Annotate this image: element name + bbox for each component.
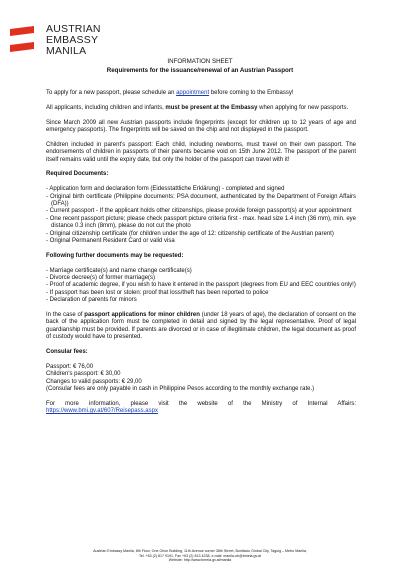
presence-bold: must be present at the Embassy [165, 104, 258, 111]
more-info-text: For more information, please visit the website of the Ministry of Internal Affairs: [46, 400, 356, 407]
list-item: - Divorce decree(s) of former marriage(s) [46, 275, 356, 282]
more-info-paragraph [46, 401, 356, 416]
presence-text: All applicants, including children and infants, [46, 104, 166, 111]
appointment-link[interactable]: appointment [176, 90, 210, 96]
logo-wordmark [46, 24, 101, 57]
intro-text: To apply for a new passport, please schedule an [46, 90, 177, 96]
footer-address: Austrian Embassy Manila, 8th Floor, One Orion Building, 11th Avenue corner 38th Street, Bonifacio Global City, Taguig – Metro Manila, [93, 549, 307, 553]
intro-paragraph [46, 90, 356, 97]
logo-line-2: EMBASSY [46, 34, 99, 46]
ministry-link[interactable]: https://www.bmi.gv.at/607/Reisepass.aspx [46, 408, 158, 415]
intro-text-end: before coming to the Embassy! [209, 90, 294, 96]
fingerprints-paragraph: Since March 2009 all new Austrian passports include fingerprints (except for children up to 12 years of age and emergency passports). The fingerprints will be saved on the chip and not displayed in the passport. [46, 119, 356, 133]
document-title: INFORMATION SHEET [167, 58, 233, 65]
presence-paragraph [46, 105, 356, 112]
list-item: - If passport has been lost or stolen: proof that loss/theft has been reported to police [46, 290, 356, 297]
minors-bold: passport applications for minor children [84, 312, 200, 319]
fee-line: Changes to valid passports: € 29,00 [46, 378, 142, 385]
list-item: - Current passport - If the applicant holds other citizenships, please provide foreign passport(s) at your appointment [46, 208, 356, 215]
further-documents-list [46, 268, 356, 305]
document-subtitle: Requirements for the issuance/renewal of an Austrian Passport [106, 67, 294, 74]
footer-website: Website: http://www.bmeia.gv.at/manila [168, 558, 232, 563]
children-paragraph: Children included in parent's passport: Each child, including newborns, must travel on their own passport. The endorsements of children in passports of their parents became void on 15th June 2012. The passport of the parent itself remains valid until the expiry date, but only the holder of the passport can travel with it! [46, 141, 356, 163]
list-item: - One recent passport picture; please check passport picture criteria first - max. head size 1.4 inch (36 mm), min. eye distance 0.3 inch (8mm), please do not cut the photo [46, 216, 356, 231]
list-item: - Declaration of parents for minors [46, 297, 356, 304]
minors-text-end: (under 18 years of age), the declaration of consent on the back of the application form must be completed in detail and signed by the legal representative. Proof of legal guardianship must be provided. If parents are divorced or in case of illegitimate children, the legal document as proof of custody would have to presented. [46, 312, 356, 341]
list-item: - Proof of academic degree, if you wish to have it entered in the passport (degrees from EU and EEC countries only!) [46, 282, 356, 289]
list-item: - Original citizenship certificate (for children under the age of 12: citizenship certificate of the Austrian parent) [46, 231, 356, 238]
logo-line-1: AUSTRIAN [46, 23, 101, 35]
further-documents-heading: Following further documents may be requested: [46, 252, 184, 259]
austrian-flag-logo-icon [10, 26, 40, 54]
minors-paragraph [46, 312, 356, 342]
consular-fees-list [46, 364, 356, 394]
footer-contact: Tel. +63 (2) 817 9191, Fax +63 (2) 813 4238, e-mail: manila-ob@bmeia.gv.at [138, 553, 262, 558]
logo-line-3: MANILA [46, 45, 87, 57]
consular-fees-heading: Consular fees: [46, 349, 88, 356]
fee-line: Passport: € 76,00 [46, 363, 94, 370]
fee-line: Children's passport: € 30,00 [46, 371, 121, 378]
fee-note: (Consular fees are only payable in cash in Philippine Pesos according to the monthly exchange rate.) [46, 386, 315, 393]
required-documents-heading: Required Documents: [46, 171, 109, 178]
list-item: - Original birth certificate (Philippine documents: PSA document, authenticated by the Department of Foreign Affairs (DFA)) [46, 194, 356, 209]
minors-text: In the case of [46, 312, 85, 319]
presence-text-end: when applying for new passports. [257, 104, 349, 111]
list-item: - Marriage certificate(s) and name change certificate(s) [46, 268, 356, 275]
list-item: - Application form and declaration form (Eidesstattliche Erklärung) - completed and signed [46, 186, 356, 193]
list-item: - Original Permanent Resident Card or valid visa [46, 238, 356, 245]
page-footer [0, 549, 400, 563]
required-documents-list [46, 186, 356, 245]
document-body [46, 90, 356, 423]
